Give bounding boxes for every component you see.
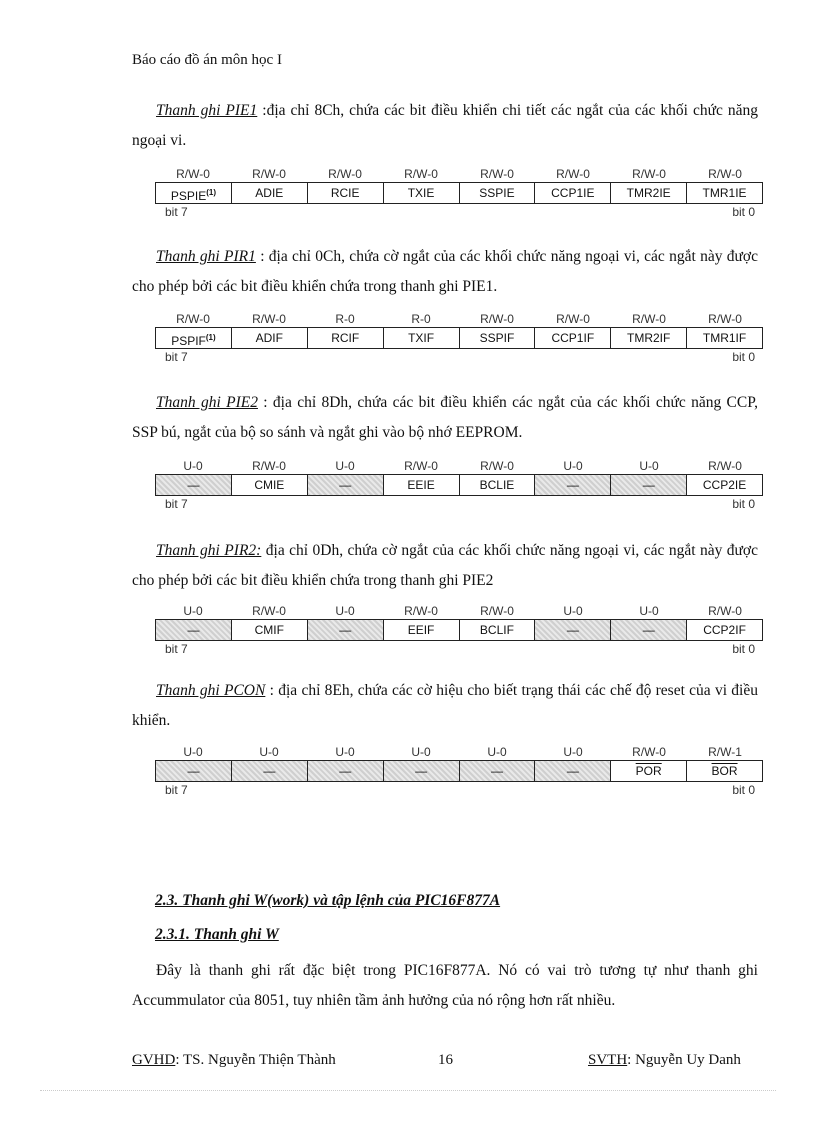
access-type: R/W-0	[480, 167, 514, 181]
paragraph-text: : địa chỉ 0Ch, chứa cờ ngắt của các khối chức năng ngoại vi, các ngắt này được cho phép bởi các bit điều khiển chứa trong thanh ghi PIE1.	[132, 248, 758, 295]
bit-cell	[384, 328, 460, 348]
bit-cell	[535, 620, 611, 640]
access-type: U-0	[639, 459, 659, 473]
bit-label: BCLIE	[479, 478, 515, 492]
register-diagram-pie1	[155, 166, 763, 219]
bit-cell	[460, 183, 536, 203]
bit-label: BCLIF	[479, 623, 514, 637]
access-type: R/W-0	[328, 167, 362, 181]
access-row	[155, 744, 763, 760]
paragraph-pie2	[132, 388, 758, 448]
bit-cell	[308, 183, 384, 203]
bit-label: ADIF	[255, 331, 283, 345]
footer-student-label: SVTH	[588, 1052, 628, 1068]
access-type: R/W-0	[708, 604, 742, 618]
footer-advisor-label: GVHD	[132, 1052, 176, 1068]
access-type: U-0	[563, 459, 583, 473]
bit-cell	[460, 475, 536, 495]
bit-label: ADIE	[255, 186, 284, 200]
body-text: Đây là thanh ghi rất đặc biệt trong PIC16F877A. Nó có vai trò tương tự như thanh ghi Accummulator của 8051, tuy nhiên tầm ảnh hưởng của nó rộng hơn rất nhiều.	[132, 962, 758, 1009]
bit-cell	[460, 620, 536, 640]
bit-label: —	[339, 478, 352, 492]
bit-label: —	[187, 478, 200, 492]
register-diagram-pie2	[155, 458, 763, 511]
bit-cell	[156, 761, 232, 781]
bit-cell	[611, 183, 687, 203]
bit-cell	[535, 475, 611, 495]
bit-low-label: bit 0	[732, 783, 755, 797]
access-row	[155, 458, 763, 474]
bit-label: —	[263, 764, 276, 778]
bit-label: —	[415, 764, 428, 778]
bit-cell	[687, 328, 762, 348]
bit-cell	[308, 328, 384, 348]
access-type: R-0	[335, 312, 355, 326]
bit-label: TMR2IE	[626, 186, 671, 200]
register-name: Thanh ghi PIR2:	[156, 542, 262, 559]
bit-label: TXIE	[407, 186, 435, 200]
access-row	[155, 603, 763, 619]
bit-cell	[308, 761, 384, 781]
register-diagram-pir1	[155, 311, 763, 364]
access-type: R/W-0	[480, 312, 514, 326]
bit-label: TMR1IF	[702, 331, 747, 345]
register-name: Thanh ghi PIE2	[156, 394, 258, 411]
access-type: R/W-0	[176, 312, 210, 326]
paragraph-text: : địa chỉ 8Eh, chứa các cờ hiệu cho biết trạng thái các chế độ reset của vi điều khiển.	[132, 682, 758, 729]
access-type: R/W-0	[632, 167, 666, 181]
bit-cell	[611, 475, 687, 495]
bit-high-label: bit 7	[165, 497, 188, 511]
bit-label: SSPIE	[479, 186, 515, 200]
page-number: 16	[438, 1052, 453, 1068]
footnote-marker: (1)	[205, 333, 216, 342]
section-heading: 2.3. Thanh ghi W(work) và tập lệnh của PIC16F877A	[155, 892, 501, 909]
bit-label: TMR2IF	[627, 331, 671, 345]
bit-cell	[232, 183, 308, 203]
bit-row	[155, 327, 763, 349]
bit-cell	[535, 761, 611, 781]
bit-label: —	[566, 478, 579, 492]
bit-low-label: bit 0	[732, 497, 755, 511]
access-type: R/W-0	[480, 604, 514, 618]
bit-cell	[232, 620, 308, 640]
footer-student-name: : Nguyễn Uy Danh	[627, 1052, 741, 1068]
access-type: R/W-1	[708, 745, 742, 759]
footer-advisor	[132, 1052, 336, 1069]
bit-label: —	[642, 623, 655, 637]
access-type: R/W-0	[404, 459, 438, 473]
bit-label: EEIF	[407, 623, 435, 637]
bit-label: $\overline{POR}$	[635, 764, 662, 778]
bit-label: —	[187, 623, 200, 637]
bit-cell	[384, 620, 460, 640]
bit-range	[155, 349, 763, 364]
bit-label: RCIF	[331, 331, 360, 345]
bit-cell	[687, 761, 762, 781]
subsection-heading: 2.3.1. Thanh ghi W	[155, 926, 279, 943]
bit-label: —	[566, 623, 579, 637]
access-type: U-0	[335, 604, 355, 618]
bit-high-label: bit 7	[165, 350, 188, 364]
access-type: R/W-0	[252, 167, 286, 181]
access-type: U-0	[259, 745, 279, 759]
access-row	[155, 311, 763, 327]
bit-label: CMIE	[254, 478, 285, 492]
bit-label: CCP2IF	[703, 623, 746, 637]
access-type: R/W-0	[632, 745, 666, 759]
bit-cell	[535, 183, 611, 203]
bit-label: —	[642, 478, 655, 492]
bit-label: SSPIF	[479, 331, 515, 345]
paragraph-pir2	[132, 536, 758, 596]
footer-student	[588, 1052, 741, 1069]
bit-low-label: bit 0	[732, 205, 755, 219]
footer-divider	[40, 1090, 776, 1091]
bit-label: CCP1IF	[551, 331, 595, 345]
bit-label: TMR1IE	[702, 186, 747, 200]
access-type: R/W-0	[556, 312, 590, 326]
bit-cell	[156, 475, 232, 495]
bit-label: RCIE	[330, 186, 360, 200]
bit-label: $\overline{BOR}$	[711, 764, 738, 778]
bit-label: CCP2IE	[702, 478, 747, 492]
bit-cell	[232, 761, 308, 781]
access-type: U-0	[335, 459, 355, 473]
register-name: Thanh ghi PIR1	[156, 248, 256, 265]
bit-row	[155, 619, 763, 641]
register-name: Thanh ghi PCON	[156, 682, 266, 699]
bit-cell	[232, 475, 308, 495]
bit-cell	[156, 183, 232, 203]
bit-cell	[156, 328, 232, 348]
bit-high-label: bit 7	[165, 783, 188, 797]
bit-cell	[308, 620, 384, 640]
access-type: R/W-0	[252, 604, 286, 618]
bit-cell	[687, 183, 762, 203]
footer-advisor-name: : TS. Nguyễn Thiện Thành	[175, 1052, 336, 1068]
bit-label: TXIF	[408, 331, 435, 345]
bit-range	[155, 782, 763, 797]
access-type: R/W-0	[708, 459, 742, 473]
access-type: R/W-0	[404, 167, 438, 181]
access-type: R/W-0	[632, 312, 666, 326]
access-type: R/W-0	[404, 604, 438, 618]
access-type: U-0	[183, 604, 203, 618]
bit-label: PSPIE	[170, 189, 207, 203]
paragraph-text: :địa chỉ 8Ch, chứa các bit điều khiển chi tiết các ngắt của các khối chức năng ngoại vi.	[132, 102, 758, 149]
access-type: R/W-0	[556, 167, 590, 181]
page-header: Báo cáo đồ án môn học I	[132, 52, 282, 68]
bit-cell	[156, 620, 232, 640]
bit-cell	[535, 328, 611, 348]
bit-label: CCP1IE	[551, 186, 595, 200]
access-type: U-0	[563, 745, 583, 759]
bit-label: —	[187, 764, 200, 778]
bit-range	[155, 204, 763, 219]
paragraph-pcon	[132, 676, 758, 736]
access-type: R/W-0	[252, 312, 286, 326]
access-type: R/W-0	[176, 167, 210, 181]
bit-range	[155, 496, 763, 511]
access-type: U-0	[411, 745, 431, 759]
access-type: R/W-0	[480, 459, 514, 473]
register-name: Thanh ghi PIE1	[156, 102, 258, 119]
access-type: U-0	[335, 745, 355, 759]
access-type: U-0	[487, 745, 507, 759]
bit-label: PSPIF	[171, 334, 206, 348]
access-type: U-0	[563, 604, 583, 618]
paragraph-pir1	[132, 242, 758, 302]
bit-cell	[384, 761, 460, 781]
access-type: R/W-0	[708, 312, 742, 326]
bit-low-label: bit 0	[732, 642, 755, 656]
bit-cell	[611, 328, 687, 348]
access-type: U-0	[183, 745, 203, 759]
bit-cell	[611, 761, 687, 781]
bit-label: EEIE	[407, 478, 435, 492]
paragraph-text: : địa chỉ 8Dh, chứa các bit điều khiển các ngắt của các khối chức năng CCP, SSP bú, ngắt của bộ so sánh và ngắt ghi vào bộ nhớ EEPROM.	[132, 394, 758, 441]
bit-cell	[308, 475, 384, 495]
bit-cell	[687, 620, 762, 640]
access-row	[155, 166, 763, 182]
bit-label: —	[339, 623, 352, 637]
paragraph-text: địa chỉ 0Dh, chứa cờ ngắt của các khối chức năng ngoại vi, các ngắt này được cho phép bởi các bit điều khiển chứa trong thanh ghi PIE2	[132, 542, 758, 589]
bit-range	[155, 641, 763, 656]
bit-row	[155, 182, 763, 204]
access-type: R/W-0	[252, 459, 286, 473]
bit-label: CMIF	[254, 623, 284, 637]
bit-row	[155, 760, 763, 782]
bit-low-label: bit 0	[732, 350, 755, 364]
bit-high-label: bit 7	[165, 642, 188, 656]
register-diagram-pcon	[155, 744, 763, 797]
bit-cell	[460, 328, 536, 348]
register-diagram-pir2	[155, 603, 763, 656]
bit-cell	[384, 183, 460, 203]
bit-row	[155, 474, 763, 496]
bit-cell	[460, 761, 536, 781]
body-paragraph	[132, 956, 758, 1016]
bit-cell	[384, 475, 460, 495]
access-type: U-0	[183, 459, 203, 473]
bit-cell	[232, 328, 308, 348]
footnote-marker: (1)	[206, 188, 216, 197]
bit-label: —	[339, 764, 352, 778]
paragraph-pie1	[132, 96, 758, 156]
bit-label: —	[566, 764, 579, 778]
access-type: U-0	[639, 604, 659, 618]
access-type: R/W-0	[708, 167, 742, 181]
bit-label: —	[490, 764, 503, 778]
bit-cell	[611, 620, 687, 640]
bit-cell	[687, 475, 762, 495]
bit-high-label: bit 7	[165, 205, 188, 219]
access-type: R-0	[411, 312, 431, 326]
